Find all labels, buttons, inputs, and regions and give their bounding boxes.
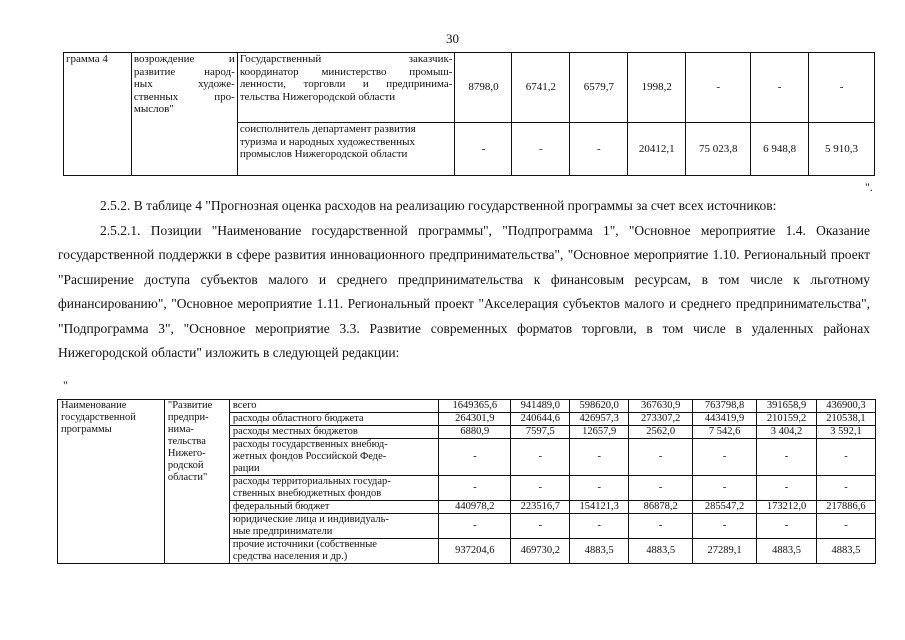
value-cell: 6 948,8 <box>751 123 809 176</box>
value-cell: - <box>757 476 817 501</box>
value-cell: 217886,6 <box>816 501 875 514</box>
value-cell: 173212,0 <box>757 501 817 514</box>
value-cell: 941489,0 <box>511 400 570 413</box>
value-cell: 4883,5 <box>570 539 629 564</box>
value-cell: - <box>629 476 693 501</box>
value-cell: - <box>629 514 693 539</box>
value-cell: 6880,9 <box>439 426 511 439</box>
value-cell: - <box>455 123 512 176</box>
value-cell: - <box>757 439 817 476</box>
source-label: всего <box>229 400 439 413</box>
source-label: расходы государственных внебюд- жетных фондов Российской Феде- рации <box>229 439 439 476</box>
table-row <box>58 400 876 413</box>
value-cell: - <box>816 476 875 501</box>
paragraph-2-5-2-1: 2.5.2.1. Позиции "Наименование государственной программы", "Подпрограмма 1", "Основное мероприятие 1.4. Оказание государственной поддержки в сфере развития инновационного предпринимательства", "Основное мероприятие 1.10. Региональный проект "Расширение доступа субъектов малого и среднего предпринимательства к финансовым ресурсам, в том числе к льготному финансированию", "Основное мероприятие 1.11. Региональный проект "Акселерация субъектов малого и среднего предпринимательства", "Подпрограмма 3", "Основное мероприятие 3.3. Развитие современных форматов торговли, в том числе в удаленных районах Нижегородской области" изложить в следующей редакции: <box>58 223 870 361</box>
value-cell: - <box>809 53 875 123</box>
value-cell: 273307,2 <box>629 413 693 426</box>
value-cell: 5 910,3 <box>809 123 875 176</box>
value-cell: - <box>693 439 757 476</box>
value-cell: - <box>816 439 875 476</box>
value-cell: 4883,5 <box>757 539 817 564</box>
value-cell: - <box>751 53 809 123</box>
value-cell: 210159,2 <box>757 413 817 426</box>
value-cell: 440978,2 <box>439 501 511 514</box>
source-label: федеральный бюджет <box>229 501 439 514</box>
value-cell: 426957,3 <box>570 413 629 426</box>
value-cell: - <box>570 123 628 176</box>
value-cell: 7 542,6 <box>693 426 757 439</box>
value-cell: 6741,2 <box>512 53 570 123</box>
value-cell: 86878,2 <box>629 501 693 514</box>
value-cell: - <box>816 514 875 539</box>
value-cell: 4883,5 <box>629 539 693 564</box>
value-cell: - <box>757 514 817 539</box>
closing-quote: ". <box>865 180 873 194</box>
value-cell: 4883,5 <box>816 539 875 564</box>
program-title-cell: "Развитие предпри- нима- тельства Нижего- родской области" <box>164 400 229 564</box>
executor-cell: Государственный заказчик- координатор министерство промыш- ленности, торговли и предпринима- тельства Нижегородской области <box>237 53 455 123</box>
value-cell: 763798,8 <box>693 400 757 413</box>
value-cell: 436900,3 <box>816 400 875 413</box>
value-cell: 12657,9 <box>570 426 629 439</box>
value-cell: - <box>439 514 511 539</box>
source-label: расходы территориальных государ- ственных внебюджетных фондов <box>229 476 439 501</box>
value-cell: 223516,7 <box>511 501 570 514</box>
value-cell: 7597,5 <box>511 426 570 439</box>
forecast-expenses-table <box>57 399 876 564</box>
value-cell: 469730,2 <box>511 539 570 564</box>
value-cell: - <box>439 439 511 476</box>
value-cell: - <box>629 439 693 476</box>
source-label: прочие источники (собственные средства населения и др.) <box>229 539 439 564</box>
value-cell: - <box>693 514 757 539</box>
value-cell: 391658,9 <box>757 400 817 413</box>
executor-cell: соисполнитель департамент развития туризма и народных художественных промыслов Нижегородской области <box>237 123 455 176</box>
value-cell: - <box>570 439 629 476</box>
table-row <box>64 53 875 123</box>
source-label: юридические лица и индивидуаль- ные предприниматели <box>229 514 439 539</box>
value-cell: - <box>693 476 757 501</box>
value-cell: 3 592,1 <box>816 426 875 439</box>
value-cell: 285547,2 <box>693 501 757 514</box>
value-cell: 3 404,2 <box>757 426 817 439</box>
opening-quote: " <box>63 378 68 392</box>
value-cell: 1649365,6 <box>439 400 511 413</box>
value-cell: 264301,9 <box>439 413 511 426</box>
value-cell: 154121,3 <box>570 501 629 514</box>
value-cell: 367630,9 <box>629 400 693 413</box>
program-table-continuation <box>63 52 875 176</box>
value-cell: - <box>439 476 511 501</box>
value-cell: - <box>512 123 570 176</box>
source-label: расходы областного бюджета <box>229 413 439 426</box>
value-cell: - <box>570 514 629 539</box>
value-cell: - <box>511 439 570 476</box>
value-cell: - <box>511 514 570 539</box>
value-cell: 6579,7 <box>570 53 628 123</box>
value-cell: - <box>511 476 570 501</box>
value-cell: 443419,9 <box>693 413 757 426</box>
program-name-cell: Наименование государственной программы <box>58 400 165 564</box>
value-cell: 598620,0 <box>570 400 629 413</box>
value-cell: - <box>570 476 629 501</box>
value-cell: 1998,2 <box>628 53 686 123</box>
page-number: 30 <box>446 31 459 46</box>
subprogram-name-cell: возрождение и развитие народ- ных художе- ственных про- мыслов" <box>131 53 237 176</box>
value-cell: 210538,1 <box>816 413 875 426</box>
source-label: расходы местных бюджетов <box>229 426 439 439</box>
paragraph-2-5-2: 2.5.2. В таблице 4 "Прогнозная оценка расходов на реализацию государственной программы за счет всех источников: <box>100 198 777 213</box>
value-cell: 8798,0 <box>455 53 512 123</box>
value-cell: 20412,1 <box>628 123 686 176</box>
value-cell: 75 023,8 <box>686 123 751 176</box>
value-cell: 240644,6 <box>511 413 570 426</box>
value-cell: 27289,1 <box>693 539 757 564</box>
value-cell: 937204,6 <box>439 539 511 564</box>
value-cell: 2562,0 <box>629 426 693 439</box>
program-name-cell: грамма 4 <box>64 53 132 176</box>
value-cell: - <box>686 53 751 123</box>
